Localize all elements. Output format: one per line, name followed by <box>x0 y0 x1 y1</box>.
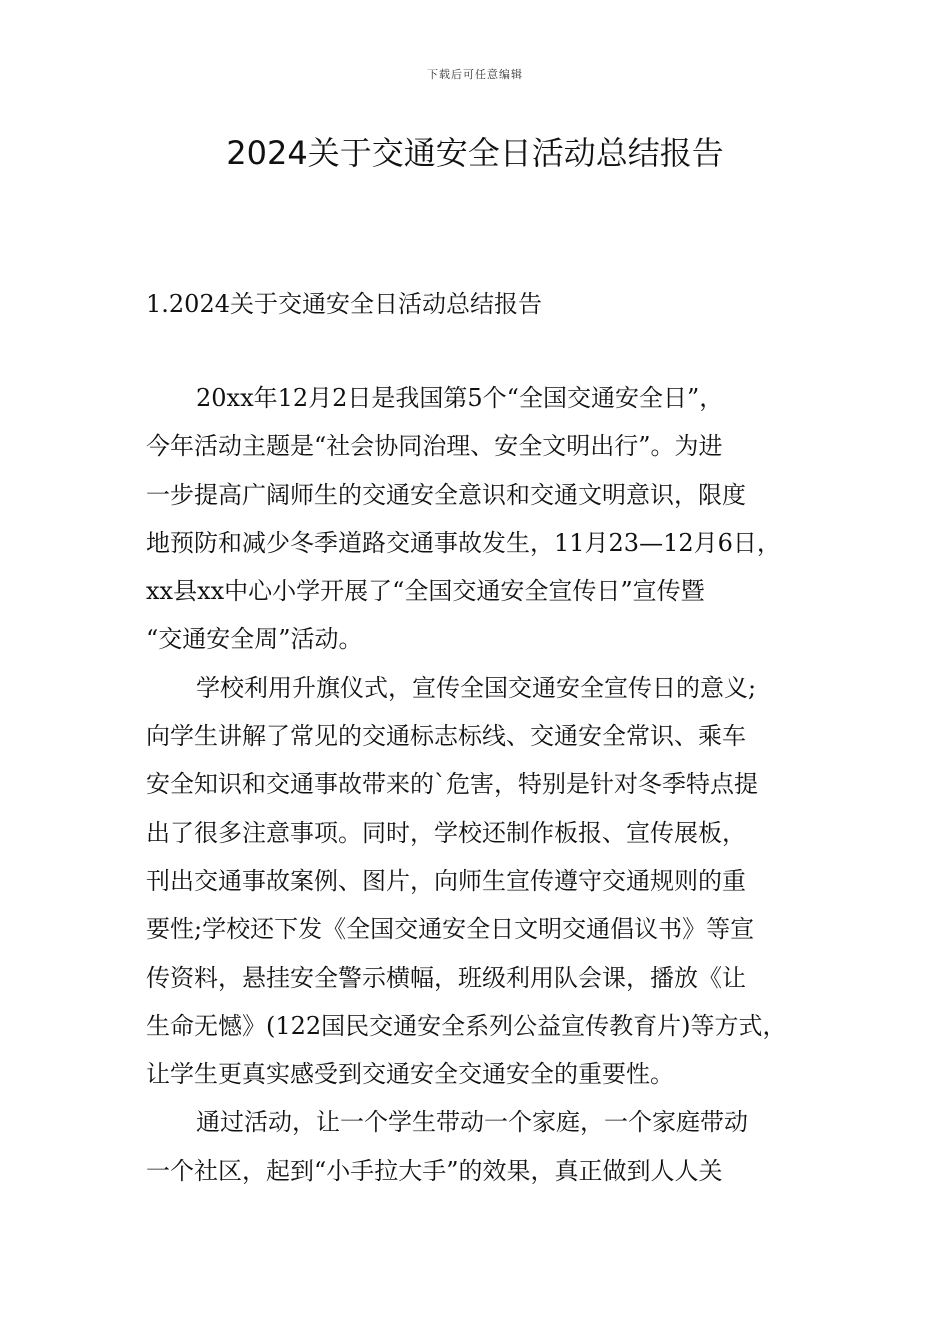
document-body <box>146 378 836 1199</box>
paragraph-line: “交通安全周”活动。 <box>146 625 363 654</box>
paragraph-line: 一步提高广阔师生的交通安全意识和交通文明意识，限度 <box>146 480 746 509</box>
paragraph-line: 通过活动，让一个学生带动一个家庭，一个家庭带动 <box>196 1108 748 1137</box>
header-note: 下载后可任意编辑 <box>427 68 523 81</box>
paragraph-line: 出了很多注意事项。同时，学校还制作板报、宣传展板， <box>146 818 746 847</box>
document-title: 2024关于交通安全日活动总结报告 <box>226 134 724 172</box>
paragraph-line: 今年活动主题是“社会协同治理、安全文明出行”。为进 <box>146 432 723 461</box>
paragraph-line: 学校利用升旗仪式，宣传全国交通安全宣传日的意义; <box>196 673 757 702</box>
paragraph-line: 地预防和减少冬季道路交通事故发生，11月23—12月6日， <box>146 528 781 557</box>
paragraph-line: 让学生更真实感受到交通安全交通安全的重要性。 <box>146 1060 674 1089</box>
paragraph-line: xx县xx中心小学开展了“全国交通安全宣传日”宣传暨 <box>146 577 705 606</box>
paragraph-line: 20xx年12月2日是我国第5个“全国交通安全日”， <box>196 384 724 412</box>
paragraph-line: 生命无憾》(122国民交通安全系列公益宣传教育片)等方式， <box>146 1011 787 1040</box>
paragraph-line: 向学生讲解了常见的交通标志标线、交通安全常识、乘车 <box>146 722 746 751</box>
paragraph-line: 要性;学校还下发《全国交通安全日文明交通倡议书》等宣 <box>146 915 755 944</box>
paragraph-line: 安全知识和交通事故带来的`危害，特别是针对冬季特点提 <box>146 770 758 799</box>
paragraph-line: 刊出交通事故案例、图片，向师生宣传遵守交通规则的重 <box>146 866 746 895</box>
paragraph-line: 一个社区，起到“小手拉大手”的效果，真正做到人人关 <box>146 1156 723 1185</box>
section-heading: 1.2024关于交通安全日活动总结报告 <box>146 290 542 318</box>
paragraph-line: 传资料，悬挂安全警示横幅，班级利用队会课，播放《让 <box>146 963 746 992</box>
